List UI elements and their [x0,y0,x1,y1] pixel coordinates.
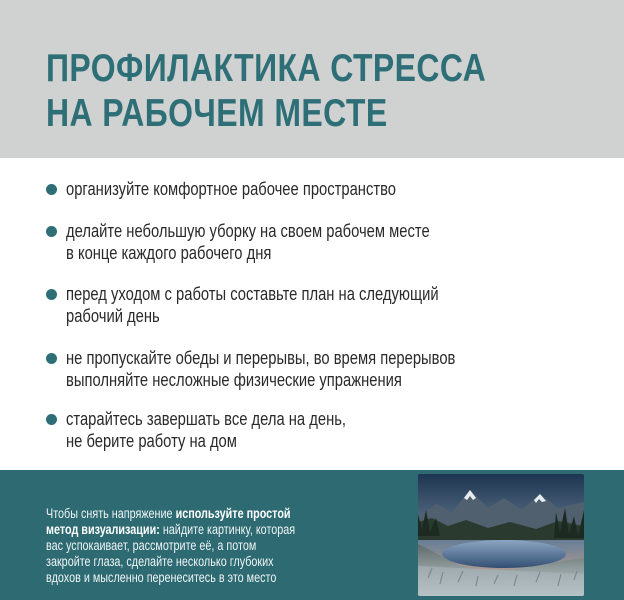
advice-text: закройте глаза, сделайте несколько глубоких [46,553,274,569]
mountain-lake-image [418,474,584,596]
title-line-2: НА РАБОЧЕМ МЕСТЕ [46,92,388,135]
visualization-advice [46,506,398,586]
bullet-dot-icon [46,226,57,237]
header-band [0,0,624,158]
page-title [46,46,486,136]
tip-text-line: старайтесь завершать все дела на день, [66,409,347,429]
tip-text-line: делайте небольшую уборку на своем рабочем месте [66,221,430,241]
tip-text-line: в конце каждого рабочего дня [66,243,272,263]
tip-text-line: рабочий день [66,306,160,326]
tips-section [0,158,624,470]
advice-text: Чтобы снять напряжение [46,505,176,521]
title-line-1: ПРОФИЛАКТИКА СТРЕССА [46,47,487,90]
tip-text-line: не берите работу на дом [66,431,237,451]
bullet-dot-icon [46,414,57,425]
advice-highlight: метод визуализации: [46,521,160,537]
bullet-dot-icon [46,289,57,300]
mountain-lake-photo [418,474,584,596]
tip-text-line: не пропускайте обеды и перерывы, во время перерывов [66,348,456,368]
bullet-dot-icon [46,184,57,195]
advice-highlight: используйте простой [175,505,291,521]
tip-text-line: организуйте комфортное рабочее пространство [66,179,396,199]
advice-text: найдите картинку, которая [159,521,296,537]
tip-text-line: перед уходом с работы составьте план на следующий [66,284,439,304]
bullet-dot-icon [46,353,57,364]
tip-text-line: выполняйте несложные физические упражнения [66,370,402,390]
advice-text: вдохов и мысленно перенеситесь в это место [46,569,277,585]
advice-text: вас успокаивает, рассмотрите её, а потом [46,537,257,553]
